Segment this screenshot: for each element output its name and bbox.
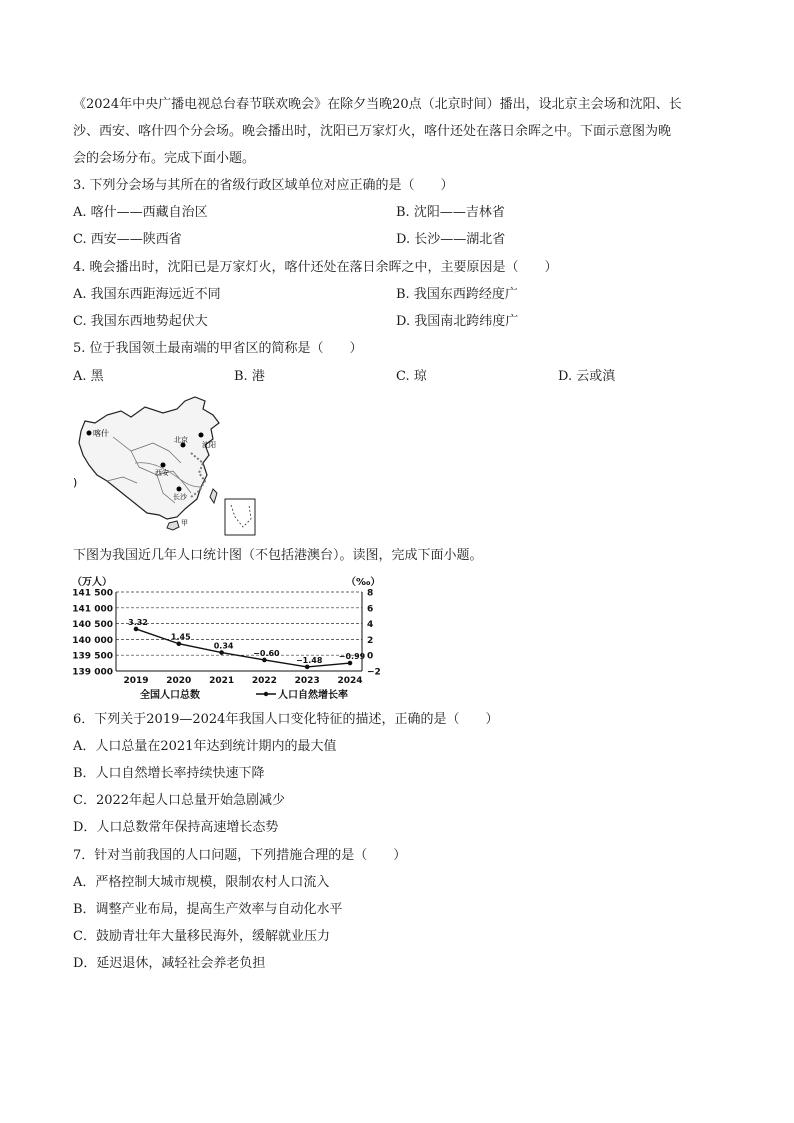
left-tick-label: 139 000 <box>72 667 113 678</box>
chart-intro: 下图为我国近几年人口统计图（不包括港澳台）。读图，完成下面小题。 <box>73 548 483 563</box>
q6-option-b[interactable]: B．人口自然增长率持续快速下降 <box>73 766 265 781</box>
q4-option-a[interactable]: A. 我国东西距海远近不同 <box>73 287 221 302</box>
q7-option-b[interactable]: B．调整产业布局，提高生产效率与自动化水平 <box>73 902 343 917</box>
rate-point <box>262 658 267 663</box>
beijing-label: 北京 <box>174 436 188 444</box>
intro-line-3: 会的会场分布。完成下面小题。 <box>73 151 256 166</box>
q5-option-b[interactable]: B. 港 <box>234 369 265 384</box>
rate-data-label: −0.60 <box>253 648 280 658</box>
rate-point <box>219 650 224 655</box>
q3-option-b[interactable]: B. 沈阳——吉林省 <box>396 205 505 220</box>
q7-stem: 7．针对当前我国的人口问题，下列措施合理的是（ ） <box>73 848 407 863</box>
xian-marker <box>161 463 166 468</box>
q5-stem: 5. 位于我国领土最南端的甲省区的简称是（ ） <box>73 341 363 356</box>
south-sea-inset <box>225 499 255 535</box>
left-tick-labels <box>72 589 113 678</box>
q7-option-a[interactable]: A．严格控制大城市规模，限制农村人口流入 <box>73 875 330 890</box>
x-tick-label: 2024 <box>337 676 363 686</box>
x-tick-label: 2019 <box>123 676 149 686</box>
right-tick-label: 6 <box>367 604 374 615</box>
left-tick-label: 141 500 <box>72 588 113 599</box>
rate-point <box>177 641 182 646</box>
x-tick-label: 2023 <box>294 676 320 686</box>
q5-option-d[interactable]: D. 云或滇 <box>558 369 616 384</box>
changsha-marker <box>177 487 182 492</box>
q6-option-c[interactable]: C．2022年起人口总量开始急剧减少 <box>73 793 286 808</box>
hainan-island <box>167 521 179 530</box>
right-tick-labels <box>367 589 381 678</box>
x-tick-label: 2020 <box>166 676 192 686</box>
kashi-label: 喀什 <box>93 429 109 438</box>
right-tick-label: 0 <box>367 651 374 662</box>
q4-option-d[interactable]: D. 我国南北跨纬度广 <box>396 314 519 329</box>
shenyang-label: 沈阳 <box>202 441 216 449</box>
intro-line-1: 《2024年中央广播电视总台春节联欢晚会》在除夕当晚20点（北京时间）播出，设北京主会场和沈阳、长 <box>73 97 682 112</box>
population-chart <box>70 574 390 704</box>
q3-option-c[interactable]: C. 西安——陕西省 <box>73 232 182 247</box>
intro-line-2: 沙、西安、喀什四个分会场。晚会播出时，沈阳已万家灯火，喀什还处在落日余晖之中。下面示意图为晚 <box>73 124 672 139</box>
q3-stem: 3. 下列分会场与其所在的省级行政区域单位对应正确的是（ ） <box>73 178 454 193</box>
rate-point <box>305 665 310 670</box>
q5-option-c[interactable]: C. 琼 <box>396 369 427 384</box>
q5-option-a[interactable]: A. 黑 <box>73 369 104 384</box>
legend-line-dot <box>264 692 268 696</box>
rate-point <box>348 661 353 666</box>
taiwan-island <box>210 489 217 503</box>
left-tick-label: 141 000 <box>72 604 113 615</box>
right-tick-label: 8 <box>367 588 374 599</box>
rate-data-label: −1.48 <box>295 655 323 665</box>
q4-stem: 4. 晚会播出时，沈阳已是万家灯火，喀什还处在落日余晖之中，主要原因是（ ） <box>73 260 558 275</box>
kashi-marker <box>87 431 92 436</box>
left-tick-label: 139 500 <box>72 651 113 662</box>
legend-bar-label: 全国人口总数 <box>140 690 200 701</box>
x-tick-label: 2022 <box>251 676 277 686</box>
q6-stem: 6．下列关于2019—2024年我国人口变化特征的描述，正确的是（ ） <box>73 712 499 727</box>
rate-data-label: 0.34 <box>213 641 234 651</box>
chart-gridlines <box>116 592 362 655</box>
left-tick-label: 140 500 <box>72 620 113 631</box>
left-tick-label: 140 000 <box>72 635 113 646</box>
left-unit-label: （万人） <box>72 577 112 588</box>
q7-option-d[interactable]: D．延迟退休，减轻社会养老负担 <box>73 956 266 971</box>
rate-data-label: 3.32 <box>128 617 148 627</box>
q7-option-c[interactable]: C．鼓励青壮年大量移民海外，缓解就业压力 <box>73 929 330 944</box>
q3-option-d[interactable]: D. 长沙——湖北省 <box>396 232 506 247</box>
map-paren: ) <box>73 476 78 489</box>
xian-label: 西安 <box>155 469 169 477</box>
right-tick-label: 4 <box>367 620 374 631</box>
changsha-label: 长沙 <box>173 493 187 501</box>
q6-option-d[interactable]: D．人口总数常年保持高速增长态势 <box>73 820 279 835</box>
right-tick-label: 2 <box>367 635 374 646</box>
rate-point <box>134 627 139 632</box>
jia-label: 甲 <box>181 519 188 527</box>
right-tick-label: −2 <box>367 667 381 678</box>
q3-option-a[interactable]: A. 喀什——西藏自治区 <box>73 205 208 220</box>
right-unit-label: （‰） <box>346 577 381 588</box>
rate-data-label: −0.99 <box>338 652 366 662</box>
rate-labels <box>128 618 366 665</box>
rate-data-label: 1.45 <box>170 632 191 642</box>
q6-option-a[interactable]: A．人口总量在2021年达到统计期内的最大值 <box>73 739 337 754</box>
shenyang-marker <box>199 433 204 438</box>
q4-option-b[interactable]: B. 我国东西跨经度广 <box>396 287 518 302</box>
q4-option-c[interactable]: C. 我国东西地势起伏大 <box>73 314 208 329</box>
x-tick-labels <box>123 676 362 686</box>
x-tick-label: 2021 <box>209 676 235 686</box>
venue-map <box>73 393 263 538</box>
legend-line-label: 人口自然增长率 <box>278 690 348 701</box>
